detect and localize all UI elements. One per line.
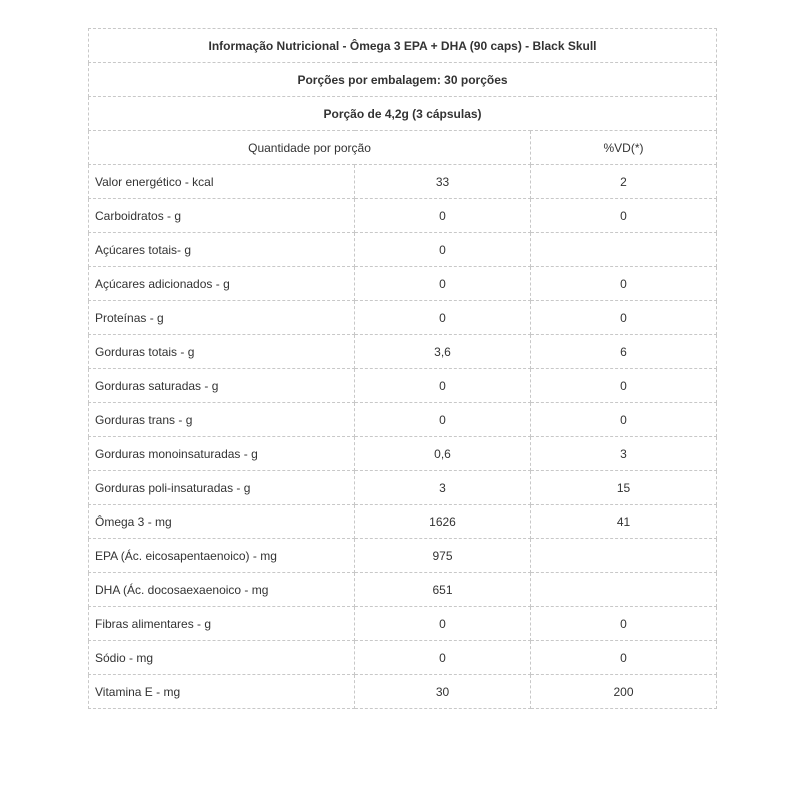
- nutrient-name: Valor energético - kcal: [89, 165, 355, 199]
- nutrient-dv: 0: [531, 641, 717, 675]
- nutrient-name: Gorduras saturadas - g: [89, 369, 355, 403]
- table-row: [89, 369, 717, 403]
- nutrient-dv: [531, 233, 717, 267]
- table-row: [89, 641, 717, 675]
- nutrient-name: Gorduras totais - g: [89, 335, 355, 369]
- nutrient-dv: 0: [531, 369, 717, 403]
- header-quantity: Quantidade por porção: [89, 131, 531, 165]
- servings-per-package: Porções por embalagem: 30 porções: [89, 63, 717, 97]
- table-row: [89, 675, 717, 709]
- table-row: [89, 301, 717, 335]
- nutrient-name: Carboidratos - g: [89, 199, 355, 233]
- nutrient-dv: 2: [531, 165, 717, 199]
- nutrient-name: Proteínas - g: [89, 301, 355, 335]
- header-row: [89, 131, 717, 165]
- nutrient-dv: 0: [531, 267, 717, 301]
- nutrient-dv: [531, 539, 717, 573]
- table-row: [89, 471, 717, 505]
- nutrient-amount: 975: [355, 539, 531, 573]
- nutrient-dv: 0: [531, 403, 717, 437]
- table-row: [89, 199, 717, 233]
- header-dv: %VD(*): [531, 131, 717, 165]
- table-row: [89, 165, 717, 199]
- table-row: [89, 573, 717, 607]
- title-row: [89, 29, 717, 63]
- nutrient-dv: 200: [531, 675, 717, 709]
- table-row: [89, 437, 717, 471]
- nutrient-name: Gorduras trans - g: [89, 403, 355, 437]
- nutrient-name: Açúcares totais- g: [89, 233, 355, 267]
- nutrient-name: DHA (Ác. docosaexaenoico - mg: [89, 573, 355, 607]
- nutrient-name: Ômega 3 - mg: [89, 505, 355, 539]
- table-row: [89, 539, 717, 573]
- nutrient-amount: 3,6: [355, 335, 531, 369]
- nutrient-name: Vitamina E - mg: [89, 675, 355, 709]
- nutrient-name: Sódio - mg: [89, 641, 355, 675]
- servings-row: [89, 63, 717, 97]
- nutrient-amount: 0: [355, 301, 531, 335]
- nutrient-amount: 0: [355, 641, 531, 675]
- nutrition-table: [88, 28, 717, 709]
- nutrient-amount: 33: [355, 165, 531, 199]
- nutrient-dv: 0: [531, 301, 717, 335]
- table-row: [89, 267, 717, 301]
- nutrient-amount: 0: [355, 233, 531, 267]
- nutrient-name: EPA (Ác. eicosapentaenoico) - mg: [89, 539, 355, 573]
- table-row: [89, 403, 717, 437]
- nutrient-amount: 0: [355, 369, 531, 403]
- nutrient-dv: 3: [531, 437, 717, 471]
- table-row: [89, 233, 717, 267]
- nutrient-dv: 41: [531, 505, 717, 539]
- nutrient-dv: [531, 573, 717, 607]
- nutrient-amount: 0: [355, 267, 531, 301]
- nutrient-dv: 0: [531, 199, 717, 233]
- nutrient-amount: 3: [355, 471, 531, 505]
- table-title: Informação Nutricional - Ômega 3 EPA + DHA (90 caps) - Black Skull: [89, 29, 717, 63]
- nutrient-name: Gorduras monoinsaturadas - g: [89, 437, 355, 471]
- nutrient-amount: 0: [355, 403, 531, 437]
- serving-size: Porção de 4,2g (3 cápsulas): [89, 97, 717, 131]
- table-row: [89, 335, 717, 369]
- nutrient-amount: 30: [355, 675, 531, 709]
- nutrient-name: Fibras alimentares - g: [89, 607, 355, 641]
- nutrient-amount: 0: [355, 199, 531, 233]
- nutrient-dv: 0: [531, 607, 717, 641]
- nutrient-amount: 0,6: [355, 437, 531, 471]
- table-row: [89, 505, 717, 539]
- nutrient-dv: 15: [531, 471, 717, 505]
- nutrient-name: Gorduras poli-insaturadas - g: [89, 471, 355, 505]
- nutrient-amount: 1626: [355, 505, 531, 539]
- table-row: [89, 607, 717, 641]
- nutrient-amount: 0: [355, 607, 531, 641]
- nutrient-amount: 651: [355, 573, 531, 607]
- nutrient-dv: 6: [531, 335, 717, 369]
- nutrient-name: Açúcares adicionados - g: [89, 267, 355, 301]
- serving-size-row: [89, 97, 717, 131]
